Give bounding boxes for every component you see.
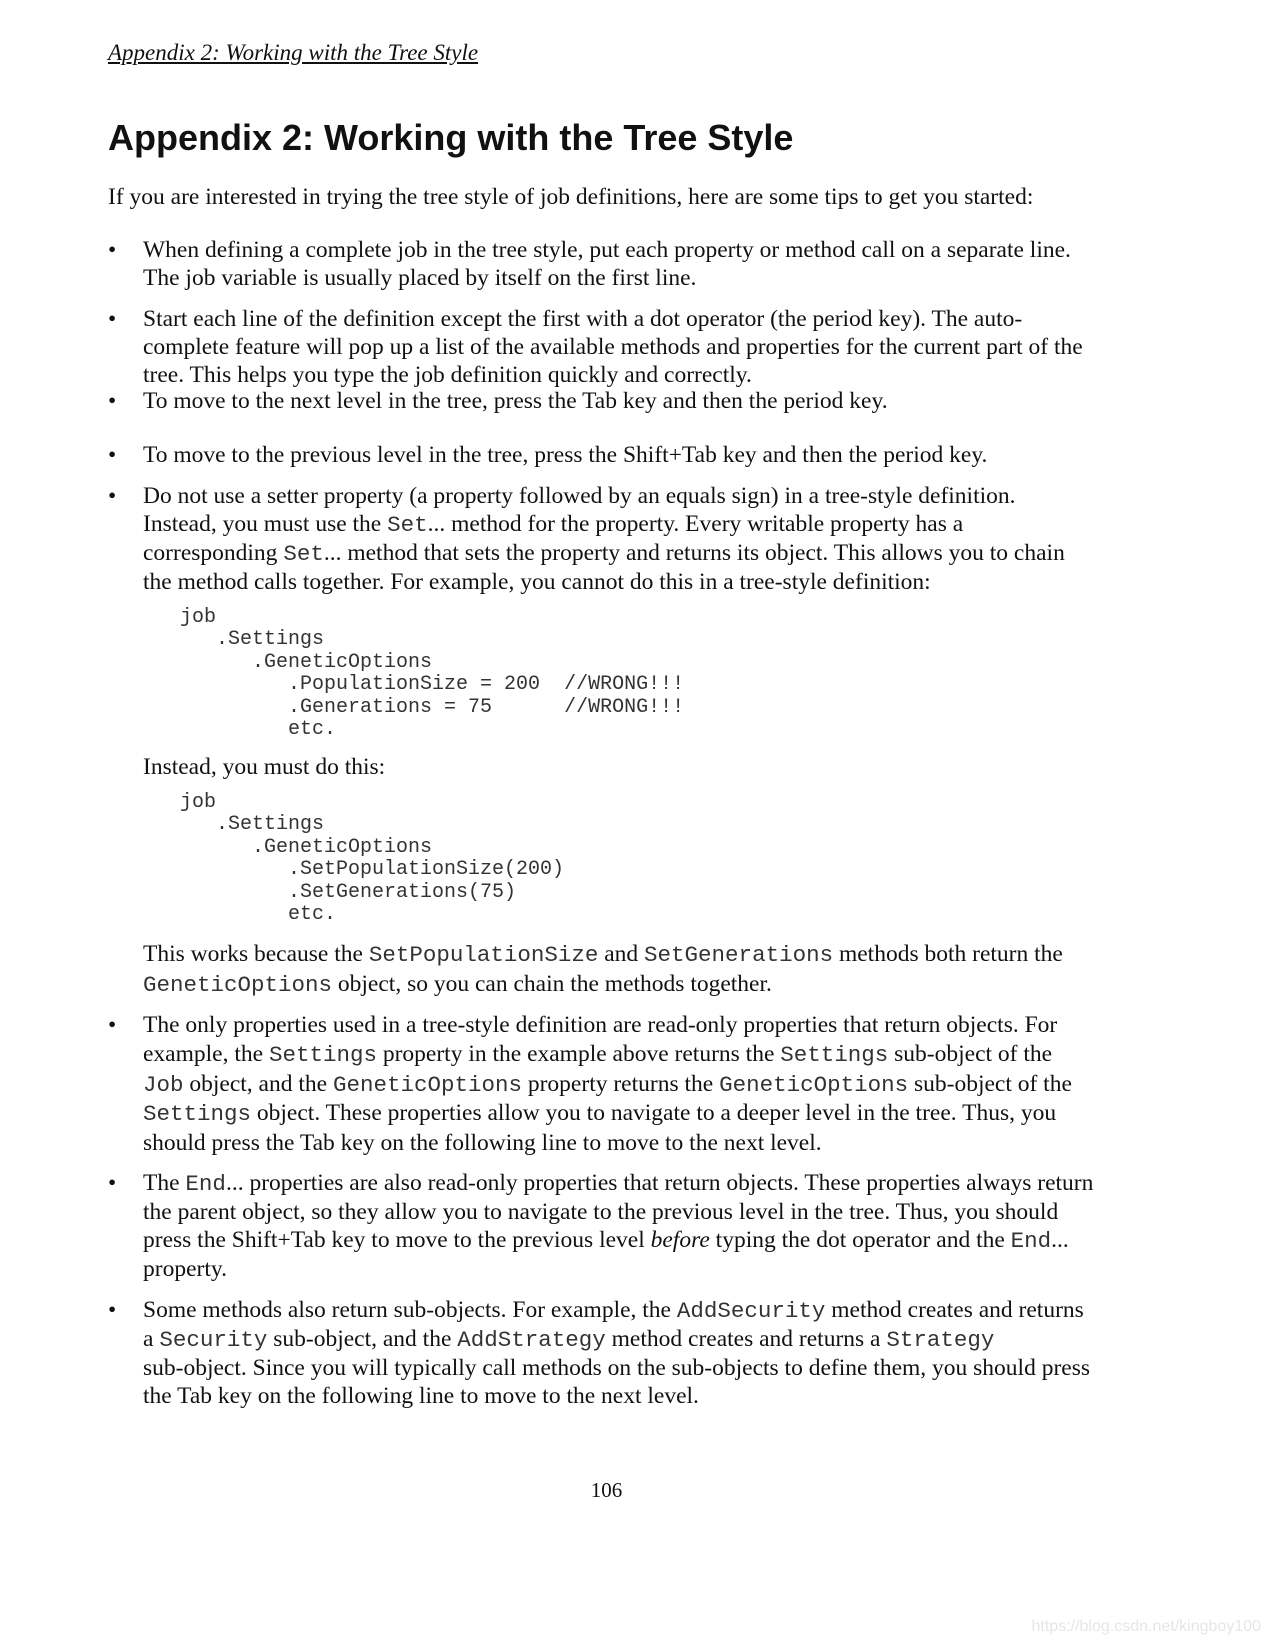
bullet-text xyxy=(143,387,888,415)
text-line xyxy=(143,441,987,469)
inline-code: Security xyxy=(159,1327,268,1353)
code-line: .GeneticOptions xyxy=(180,650,433,674)
text-line xyxy=(143,1255,1093,1283)
watermark: https://blog.csdn.net/kingboy100 xyxy=(1031,1618,1261,1635)
text-run: typing the dot operator and the xyxy=(709,1227,1011,1253)
text-run: object, and the xyxy=(183,1070,333,1097)
text-line xyxy=(143,1198,1093,1226)
text-line xyxy=(143,940,1063,970)
bullet-icon: • xyxy=(108,442,117,468)
text-line xyxy=(143,333,1083,361)
text-run: the parent object, so they allow you to navigate to the previous level in the tree. Thus, you should xyxy=(143,1199,1059,1225)
text-line xyxy=(143,539,1065,568)
text-line xyxy=(143,1296,1090,1325)
text-run: method creates and returns xyxy=(825,1297,1084,1323)
inline-code: End xyxy=(185,1171,226,1197)
code-line: job xyxy=(180,606,217,629)
text-run: property in the example above returns the xyxy=(376,1040,781,1067)
text-run: example, the xyxy=(143,1040,269,1067)
text-run: complete feature will pop up a list of the available methods and properties for the current part of the xyxy=(143,334,1083,360)
text-line xyxy=(143,361,1083,389)
text-line xyxy=(143,1070,1072,1100)
text-line xyxy=(143,1382,1090,1410)
inline-code: GeneticOptions xyxy=(332,1071,522,1098)
bullet-icon: • xyxy=(108,483,117,509)
running-header: Appendix 2: Working with the Tree Style xyxy=(108,40,479,65)
text-run: sub-object of the xyxy=(888,1040,1053,1067)
bullet-icon: • xyxy=(108,306,117,332)
code-line: .SetGenerations(75) xyxy=(180,880,517,904)
inline-code: AddSecurity xyxy=(676,1298,826,1324)
text-run: press the Shift+Tab key to move to the previous level xyxy=(143,1227,651,1253)
text-line xyxy=(143,482,1065,510)
text-run: The only properties used in a tree-style definition are read-only properties that return objects. For xyxy=(143,1012,1058,1038)
text-line xyxy=(143,236,1071,264)
text-line xyxy=(143,1325,1090,1354)
bullet-text xyxy=(143,236,1071,292)
text-line xyxy=(143,1099,1072,1129)
emphasis: before xyxy=(650,1227,710,1253)
code-block-right xyxy=(180,792,564,926)
text-run: tree. This helps you type the job definition quickly and correctly. xyxy=(143,362,752,388)
instead-paragraph xyxy=(143,753,385,781)
inline-code: SetPopulationSize xyxy=(368,942,599,968)
inline-code: GeneticOptions xyxy=(719,1071,909,1098)
text-line xyxy=(108,183,1033,211)
text-run: corresponding xyxy=(143,540,284,566)
code-line: .SetPopulationSize(200) xyxy=(180,858,565,882)
code-line: etc. xyxy=(180,903,337,927)
text-run: should press the Tab key on the following line to move to the next level. xyxy=(143,1130,822,1157)
text-line xyxy=(143,1169,1093,1198)
inline-code: Settings xyxy=(780,1041,889,1068)
text-run: If you are interested in trying the tree style of job definitions, here are some tips to get you started: xyxy=(108,184,1034,210)
page-number: 106 xyxy=(590,1478,623,1502)
text-run: This works because the xyxy=(143,941,369,967)
text-run: ... properties are also read-only properties that return objects. These properties always return xyxy=(225,1170,1094,1196)
code-line: .Settings xyxy=(180,813,325,837)
text-run: To move to the next level in the tree, press the Tab key and then the period key. xyxy=(143,388,888,414)
text-run: Instead, you must use the xyxy=(143,511,388,537)
text-run: property returns the xyxy=(521,1070,720,1097)
code-block-wrong xyxy=(180,607,684,741)
inline-code: Strategy xyxy=(886,1327,995,1353)
bullet-text xyxy=(143,1011,1072,1158)
text-line xyxy=(143,753,385,781)
inline-code: End xyxy=(1010,1228,1052,1254)
inline-code: Set xyxy=(283,541,324,567)
text-line xyxy=(143,387,888,415)
text-run: object. These properties allow you to navigate to a deeper level in the tree. Thus, you xyxy=(251,1100,1057,1127)
code-line: .Settings xyxy=(180,628,325,652)
text-run: ... xyxy=(1051,1227,1069,1253)
text-run: Do not use a setter property (a property followed by an equals sign) in a tree-style definition. xyxy=(143,483,1016,509)
text-run: the method calls together. For example, you cannot do this in a tree-style definition: xyxy=(143,569,931,595)
bullet-text xyxy=(143,441,987,469)
bullet-icon: • xyxy=(108,1170,117,1196)
bullet-icon: • xyxy=(108,1297,117,1323)
inline-code: GeneticOptions xyxy=(143,972,333,998)
text-run: sub-object. Since you will typically call methods on the sub-objects to define them, you should press xyxy=(143,1355,1091,1381)
text-run: the Tab key on the following line to move to the next level. xyxy=(143,1383,699,1409)
text-run: sub-object, and the xyxy=(267,1326,458,1352)
text-line xyxy=(143,1129,1072,1158)
text-line xyxy=(143,1226,1093,1255)
inline-code: SetGenerations xyxy=(644,942,834,968)
inline-code: Job xyxy=(143,1071,184,1098)
text-run: property. xyxy=(143,1256,227,1282)
text-run: Start each line of the definition except the first with a dot operator (the period key). The auto- xyxy=(143,306,1023,332)
explain-paragraph xyxy=(143,940,1063,1000)
text-run: The xyxy=(143,1170,186,1196)
text-line xyxy=(143,510,1065,539)
text-run: methods both return the xyxy=(833,941,1063,967)
text-line xyxy=(143,1011,1072,1040)
code-line: .PopulationSize = 200 //WRONG!!! xyxy=(180,673,685,697)
bullet-text xyxy=(143,305,1083,389)
code-line: .GeneticOptions xyxy=(180,835,433,859)
text-run: a xyxy=(143,1326,160,1352)
bullet-text xyxy=(143,1169,1093,1283)
bullet-icon: • xyxy=(108,1012,117,1038)
text-line xyxy=(143,970,1063,1000)
text-line xyxy=(143,568,1065,596)
text-line xyxy=(143,1354,1090,1382)
intro-paragraph xyxy=(108,183,1033,211)
bullet-text xyxy=(143,1296,1090,1410)
text-run: and xyxy=(598,941,645,967)
text-run: sub-object of the xyxy=(908,1070,1072,1097)
code-line: job xyxy=(180,791,217,814)
text-run: object, so you can chain the methods together. xyxy=(332,971,772,997)
text-line xyxy=(143,305,1083,333)
text-run: ... method for the property. Every writable property has a xyxy=(427,511,964,537)
text-run: To move to the previous level in the tree, press the Shift+Tab key and then the period key. xyxy=(143,442,988,468)
inline-code: Settings xyxy=(268,1041,377,1068)
inline-code: AddStrategy xyxy=(457,1327,606,1353)
text-run: method creates and returns a xyxy=(605,1326,887,1352)
text-line xyxy=(143,264,1071,292)
text-run: The job variable is usually placed by itself on the first line. xyxy=(143,265,697,291)
text-run: Some methods also return sub-objects. For example, the xyxy=(143,1297,677,1323)
page-title: Appendix 2: Working with the Tree Style xyxy=(108,117,794,158)
inline-code: Settings xyxy=(143,1101,252,1128)
code-line: .Generations = 75 //WRONG!!! xyxy=(180,695,685,719)
text-run: When defining a complete job in the tree style, put each property or method call on a separate line. xyxy=(143,237,1071,263)
text-run: ... method that sets the property and returns its object. This allows you to chain xyxy=(323,540,1065,566)
bullet-icon: • xyxy=(108,237,117,263)
inline-code: Set xyxy=(387,512,428,538)
code-line: etc. xyxy=(180,718,337,742)
bullet-icon: • xyxy=(108,388,117,414)
text-line xyxy=(143,1040,1072,1070)
bullet-text xyxy=(143,482,1065,596)
text-run: Instead, you must do this: xyxy=(143,754,386,780)
